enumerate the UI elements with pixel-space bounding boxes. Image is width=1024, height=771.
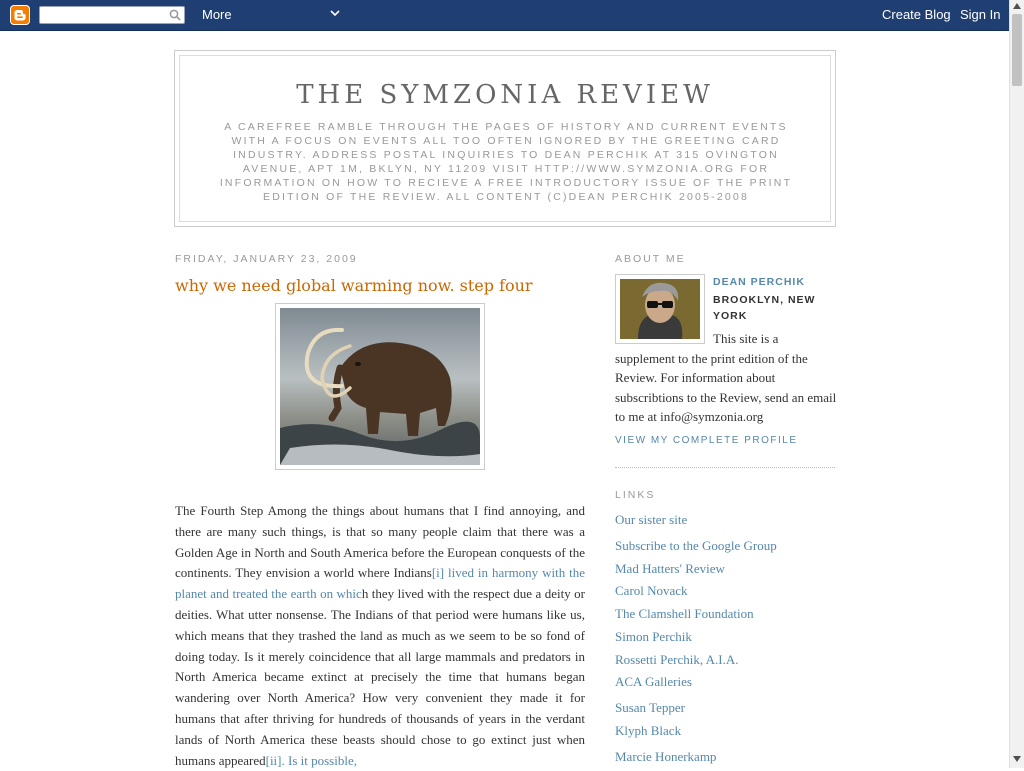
sidebar-link-aca-galleries[interactable]: ACA Galleries [615, 674, 692, 689]
more-menu-button[interactable]: More [202, 7, 232, 22]
sign-in-link[interactable]: Sign In [960, 7, 1001, 22]
sidebar-link-carol-novack[interactable]: Carol Novack [615, 583, 688, 598]
links-heading: LINKS [615, 489, 656, 501]
post-date-header: FRIDAY, JANUARY 23, 2009 [175, 253, 358, 265]
sidebar-link-simon-perchik[interactable]: Simon Perchik [615, 629, 692, 644]
blog-search-input[interactable] [39, 6, 185, 24]
sidebar-link-susan-tepper[interactable]: Susan Tepper [615, 700, 685, 715]
profile-about-text: This site is a supplement to the print edition of the Review. For information about subscribtions to the Review, send an email to me at info@symzonia.org [615, 331, 837, 424]
sidebar-link-clamshell-foundation[interactable]: The Clamshell Foundation [615, 606, 754, 621]
chevron-down-icon[interactable] [330, 9, 340, 17]
sidebar-divider [615, 467, 835, 468]
sidebar-link-google-group[interactable]: Subscribe to the Google Group [615, 538, 777, 553]
blog-header-inner [179, 55, 831, 222]
sidebar-link-klyph-black[interactable]: Klyph Black [615, 723, 682, 738]
post-body-text [175, 501, 585, 771]
sidebar-link-our-sister-site[interactable]: Our sister site [615, 512, 688, 527]
about-me-heading: ABOUT ME [615, 253, 686, 265]
view-profile-link[interactable]: VIEW MY COMPLETE PROFILE [615, 435, 798, 446]
create-blog-link[interactable]: Create Blog [882, 7, 951, 22]
post-body-paragraph: The Fourth Step Among the things about humans that I find annoying, and there are many such things, is that so many people claim that there was a Golden Age in North and South America before the European conquests of the continents. They envision a world where Indians [175, 503, 585, 581]
sidebar-link-rossetti-perchik[interactable]: Rossetti Perchik, A.I.A. [615, 652, 739, 667]
blog-title[interactable]: THE SYMZONIA REVIEW [296, 80, 714, 110]
profile-name-link[interactable]: DEAN PERCHIK [713, 276, 805, 288]
post-body-paragraph-cont: h they lived with the respect due a deity or deities. What utter nonsense. The Indians of that period were humans like us, which means that they trashed the land as much as we seem to be so fond of doing today. Is it merely coincidence that all large mammals and predators in North America became extinct at precisely the time that humans began wandering over North America? How very convenient they made it for humans that after thriving for hundreds of thousands of years in the verdant lands of North America these beasts should chose to go extinct just when humans appeared [175, 586, 586, 768]
profile-location: BROOKLYN, NEW YORK [713, 294, 816, 322]
search-icon[interactable] [169, 9, 181, 21]
scroll-up-arrow-icon[interactable] [1013, 3, 1021, 9]
sidebar-link-mad-hatters-review[interactable]: Mad Hatters' Review [615, 561, 725, 576]
post-title[interactable]: why we need global warming now. step four [175, 276, 533, 295]
footnote-link-i[interactable]: [i] lived in harmony with the planet and treated the earth on whic [175, 565, 585, 602]
footnote-link-ii[interactable]: [ii]. Is it possible, [265, 752, 357, 768]
post-image[interactable] [275, 303, 485, 470]
blogger-logo-icon[interactable] [10, 5, 30, 25]
blog-header [174, 50, 836, 227]
scrollbar-thumb[interactable] [1012, 14, 1022, 86]
blog-description: A CAREFREE RAMBLE THROUGH THE PAGES OF HISTORY AND CURRENT EVENTS WITH A FOCUS ON EVENTS ALL TOO OFTEN IGNORED BY THE GREETING CARD INDUSTRY. ADDRESS POSTAL INQUIRIES TO DEAN PERCHIK AT 315 OVINGTON AVENUE, APT 1M, BKLYN, NY 11209 VISIT HTTP://WWW.SYMZONIA.ORG FOR INFORMATION ON HOW TO RECIEVE A FREE INTRODUCTORY ISSUE OF THE PRINT EDITION OF THE REVIEW. ALL CONTENT (C)DEAN PERCHIK 2005-2008 [219, 121, 793, 203]
scroll-down-arrow-icon[interactable] [1013, 756, 1021, 762]
mammoth-image[interactable] [280, 308, 480, 465]
blogger-navbar [0, 0, 1009, 31]
sidebar-link-marcie-honerkamp[interactable]: Marcie Honerkamp [615, 749, 717, 764]
page-scrollbar[interactable] [1009, 0, 1024, 768]
